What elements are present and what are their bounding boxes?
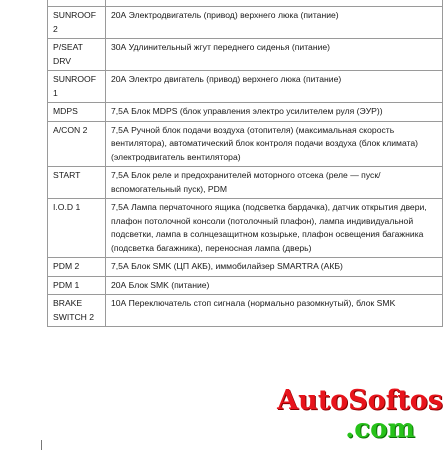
table-row [48, 39, 443, 71]
table-row [48, 167, 443, 199]
fuse-description-cell: 7,5А Блок SMK (ЦП АКБ), иммобилайзер SMARTRA (АКБ) [106, 258, 443, 277]
fuse-description-cell: 20А Электро двигатель (привод) верхнего люка (питание) [106, 71, 443, 103]
fuse-description-cell: 10А Переключатель стоп сигнала (нормально разомкнутый), блок SMK [106, 295, 443, 327]
fuse-description-cell: 7,5А Ручной блок подачи воздуха (отопителя) (максимальная скорость вентилятора), автоматический блок контроля подачи воздуха (блок климата) (электродвигатель вентилятора) [106, 121, 443, 167]
watermark-line-main: AutoSoftos [277, 385, 443, 416]
page-edge-mark [41, 440, 42, 450]
fuse-table [47, 0, 443, 327]
fuse-name-cell: PDM 2 [48, 258, 106, 277]
table-row [48, 71, 443, 103]
fuse-description-cell: 7,5А Блок MDPS (блок управления электро усилителем руля (ЭУР)) [106, 103, 443, 122]
fuse-description-cell: 30А Удлинительный жгут переднего сиденья (питание) [106, 39, 443, 71]
table-row [48, 295, 443, 327]
fuse-name-cell: PDM 1 [48, 276, 106, 295]
table-row [48, 121, 443, 167]
fuse-description-cell: 7,5А Блок реле и предохранителей моторного отсека (реле — пуск/ вспомогательный пуск), PDM [106, 167, 443, 199]
fuse-name-cell: START [48, 167, 106, 199]
watermark-logo [277, 387, 443, 443]
watermark-line-com: .com [345, 414, 415, 444]
fuse-name-cell: SUNROOF 1 [48, 71, 106, 103]
table-row [48, 258, 443, 277]
fuse-name-cell: MDPS [48, 103, 106, 122]
fuse-name-cell: A/CON 2 [48, 121, 106, 167]
table-row [48, 7, 443, 39]
fuse-name-cell: P/SEAT DRV [48, 39, 106, 71]
fuse-name-cell: SUNROOF 2 [48, 7, 106, 39]
fuse-name-cell: I.O.D 1 [48, 199, 106, 258]
table-row [48, 103, 443, 122]
table-row [48, 276, 443, 295]
fuse-description-cell: 20А Электродвигатель (привод) верхнего люка (питание) [106, 7, 443, 39]
fuse-description-cell: 20А Блок SMK (питание) [106, 276, 443, 295]
fuse-description-cell: 7,5А Лампа перчаточного ящика (подсветка бардачка), датчик открытия двери, плафон потолочной консоли (потолочный плафон), лампа индивидуальной подсветки, лампа в солнцезащитном козырьке, плафон освещения багажника (подсветка багажника), переносная лампа (дверь) [106, 199, 443, 258]
table-row [48, 199, 443, 258]
fuse-name-cell: BRAKE SWITCH 2 [48, 295, 106, 327]
